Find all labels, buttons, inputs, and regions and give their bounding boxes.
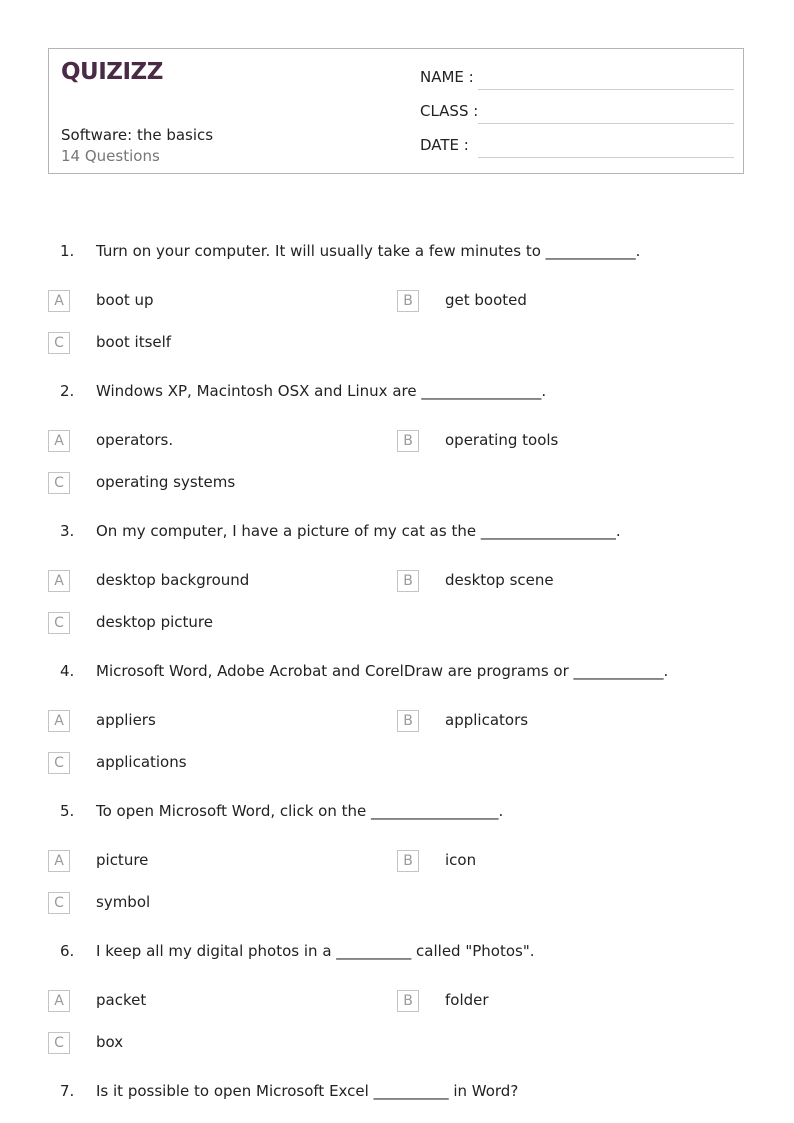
option-c-text[interactable]: desktop picture xyxy=(96,613,213,631)
option-c-text[interactable]: box xyxy=(96,1033,124,1051)
option-a-text[interactable]: boot up xyxy=(96,291,154,309)
name-field[interactable] xyxy=(420,68,734,90)
worksheet-title: Software: the basics xyxy=(61,126,214,144)
option-a-text[interactable]: picture xyxy=(96,851,149,869)
option-a-text[interactable]: appliers xyxy=(96,711,156,729)
quizizz-logo: QUIZIZZ xyxy=(61,59,163,85)
option-a-box[interactable]: A xyxy=(48,990,70,1012)
option-b-text[interactable]: operating tools xyxy=(445,431,559,449)
option-b-box[interactable]: B xyxy=(397,430,419,452)
question-number: 2. xyxy=(60,382,75,400)
question-number: 6. xyxy=(60,942,75,960)
option-b-text[interactable]: icon xyxy=(445,851,477,869)
question-text: I keep all my digital photos in a __________ called "Photos". xyxy=(96,942,535,960)
option-a-box[interactable]: A xyxy=(48,290,70,312)
option-b-text[interactable]: folder xyxy=(445,991,489,1009)
option-c-box[interactable]: C xyxy=(48,612,70,634)
option-a-text[interactable]: operators. xyxy=(96,431,174,449)
option-c-box[interactable]: C xyxy=(48,332,70,354)
question-number: 7. xyxy=(60,1082,75,1100)
option-c-text[interactable]: operating systems xyxy=(96,473,236,491)
worksheet-header xyxy=(48,48,744,174)
option-a-box[interactable]: A xyxy=(48,570,70,592)
option-b-box[interactable]: B xyxy=(397,290,419,312)
option-c-box[interactable]: C xyxy=(48,752,70,774)
date-field[interactable] xyxy=(420,136,734,158)
question-number: 5. xyxy=(60,802,75,820)
question-text: Is it possible to open Microsoft Excel __________ in Word? xyxy=(96,1082,519,1100)
option-b-box[interactable]: B xyxy=(397,710,419,732)
option-c-text[interactable]: applications xyxy=(96,753,187,771)
question-text: On my computer, I have a picture of my cat as the __________________. xyxy=(96,522,621,540)
option-b-text[interactable]: applicators xyxy=(445,711,529,729)
option-c-text[interactable]: boot itself xyxy=(96,333,172,351)
name-label: NAME : xyxy=(420,68,474,86)
option-c-box[interactable]: C xyxy=(48,892,70,914)
option-a-text[interactable]: desktop background xyxy=(96,571,250,589)
class-label: CLASS : xyxy=(420,102,479,120)
class-field[interactable] xyxy=(420,102,734,124)
option-c-text[interactable]: symbol xyxy=(96,893,151,911)
option-a-text[interactable]: packet xyxy=(96,991,147,1009)
question-text: To open Microsoft Word, click on the _________________. xyxy=(96,802,504,820)
question-text: Windows XP, Macintosh OSX and Linux are ________________. xyxy=(96,382,547,400)
question-text: Turn on your computer. It will usually take a few minutes to ____________. xyxy=(96,242,641,260)
option-b-box[interactable]: B xyxy=(397,850,419,872)
name-line[interactable] xyxy=(478,89,734,90)
option-b-box[interactable]: B xyxy=(397,570,419,592)
class-line[interactable] xyxy=(478,123,734,124)
option-a-box[interactable]: A xyxy=(48,430,70,452)
question-number: 1. xyxy=(60,242,75,260)
option-c-box[interactable]: C xyxy=(48,1032,70,1054)
option-c-box[interactable]: C xyxy=(48,472,70,494)
option-b-text[interactable]: desktop scene xyxy=(445,571,554,589)
question-number: 3. xyxy=(60,522,75,540)
option-a-box[interactable]: A xyxy=(48,710,70,732)
option-a-box[interactable]: A xyxy=(48,850,70,872)
date-label: DATE : xyxy=(420,136,469,154)
question-number: 4. xyxy=(60,662,75,680)
question-text: Microsoft Word, Adobe Acrobat and CorelDraw are programs or ____________. xyxy=(96,662,669,680)
option-b-box[interactable]: B xyxy=(397,990,419,1012)
date-line[interactable] xyxy=(478,157,734,158)
option-b-text[interactable]: get booted xyxy=(445,291,527,309)
question-count: 14 Questions xyxy=(61,147,160,165)
